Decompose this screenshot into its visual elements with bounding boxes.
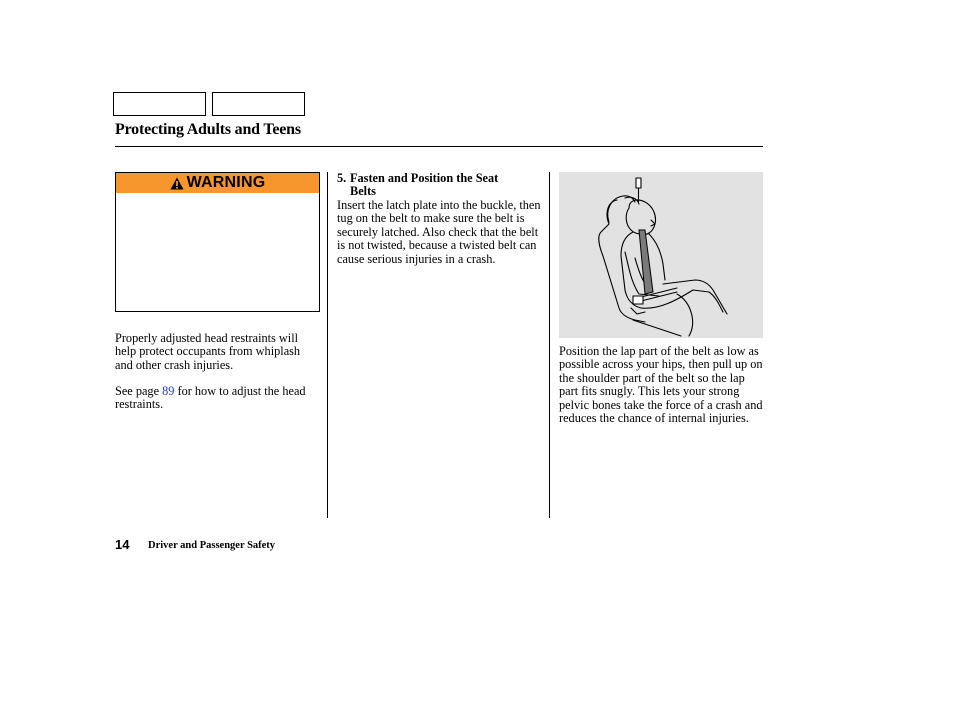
page-title: Protecting Adults and Teens <box>115 121 301 138</box>
see-page-paragraph <box>115 385 320 412</box>
head-restraint-paragraph: Properly adjusted head restraints will help protect occupants from whiplash and other crash injuries. <box>115 331 301 372</box>
warning-box <box>115 172 320 312</box>
lap-belt-paragraph: Position the lap part of the belt as low as possible across your hips, then pull up on the shoulder part of the belt so the lap part fits snugly. This lets your strong pelvic bones take the force of a crash and reduces the chance of internal injuries. <box>559 344 763 426</box>
column-divider-right <box>549 172 550 518</box>
step-heading-line2: Belts <box>350 184 376 199</box>
page-link[interactable]: 89 <box>162 384 175 398</box>
warning-triangle-icon <box>170 177 184 190</box>
title-rule <box>115 146 763 147</box>
page-number: 14 <box>115 537 130 552</box>
footer-section-title: Driver and Passenger Safety <box>148 540 276 551</box>
see-page-text-after: for how to adjust the head restraints. <box>115 384 306 412</box>
seated-person-seatbelt-image <box>559 172 763 338</box>
step-number: 5. <box>337 171 347 185</box>
nav-tab-1[interactable] <box>113 92 206 116</box>
see-page-text: See page <box>115 384 163 398</box>
nav-tab-2[interactable] <box>212 92 305 116</box>
warning-header <box>116 173 319 193</box>
step-heading-line1: Fasten and Position the Seat <box>350 171 499 185</box>
seat-belt-illustration <box>559 172 763 338</box>
step-heading <box>337 172 542 199</box>
fasten-belt-paragraph: Insert the latch plate into the buckle, then tug on the belt to make sure the belt is securely latched. Also check that the belt is not twisted, because a twisted belt can cause serious injuries in a crash. <box>337 198 541 266</box>
warning-label: WARNING <box>186 174 266 191</box>
column-divider-left <box>327 172 328 518</box>
